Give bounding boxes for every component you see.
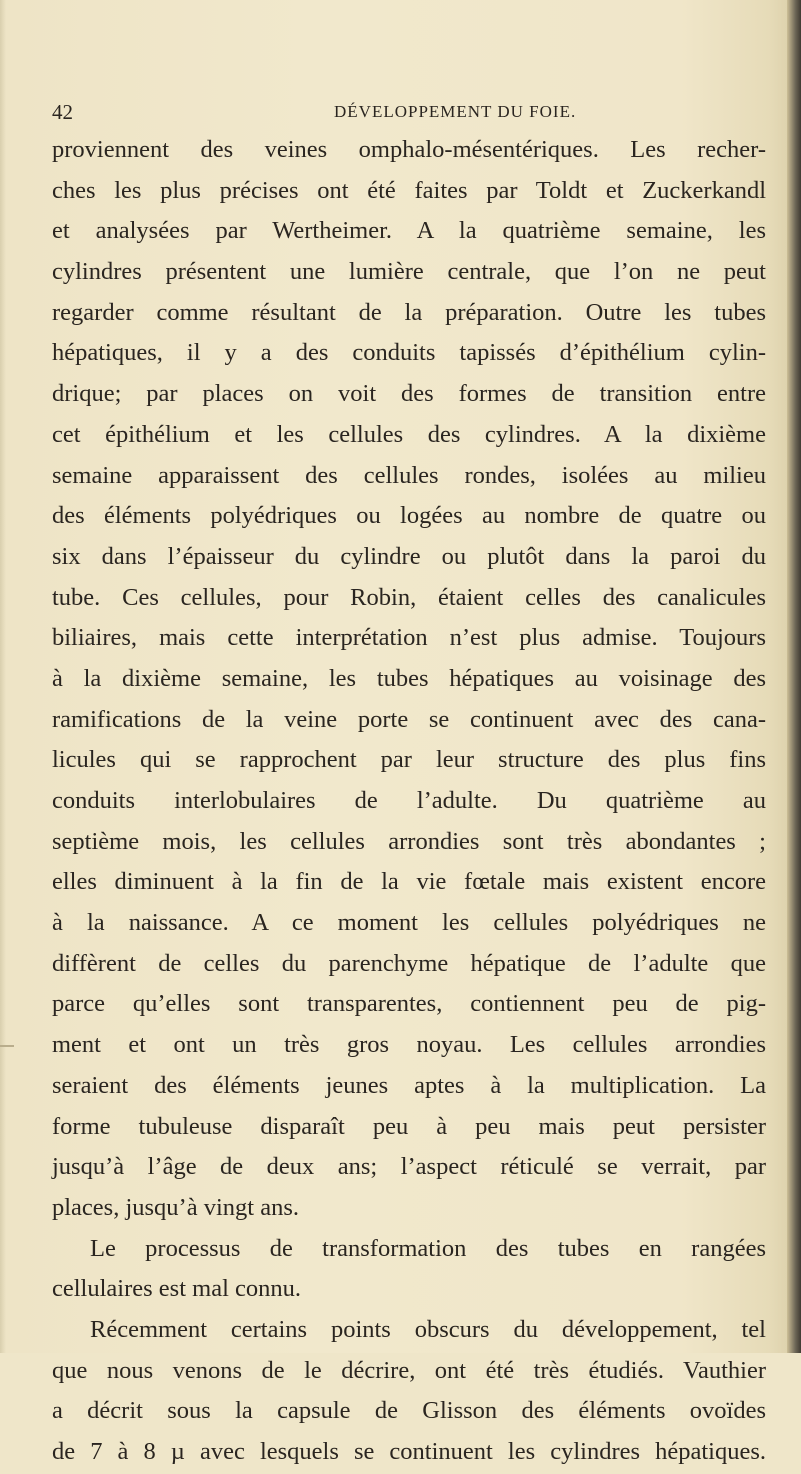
text-line: et analysées par Wertheimer. A la quatrième semaine, les: [52, 217, 766, 245]
text-line: tube. Ces cellules, pour Robin, étaient celles des canalicules: [52, 583, 766, 611]
text-line: proviennent des veines omphalo-mésentériques. Les recher-: [52, 136, 766, 163]
page-left-edge: [0, 0, 6, 1353]
text-line: forme tubuleuse disparaît peu à peu mais peut persister: [52, 1112, 766, 1140]
running-head: DÉVELOPPEMENT DU FOIE.: [334, 102, 577, 121]
text-line: semaine apparaissent des cellules rondes, isolées au milieu: [52, 461, 766, 489]
text-line: a décrit sous la capsule de Glisson des éléments ovoïdes: [52, 1397, 766, 1425]
text-line: Récemment certains points obscurs du développement, tel: [90, 1315, 766, 1343]
text-line: ment et ont un très gros noyau. Les cellules arrondies: [52, 1031, 766, 1059]
text-line: à la naissance. A ce moment les cellules polyédriques ne: [52, 909, 766, 937]
text-line: Le processus de transformation des tubes en rangées: [90, 1234, 766, 1262]
text-line: drique; par places on voit des formes de transition entre: [52, 380, 766, 408]
text-line: regarder comme résultant de la préparation. Outre les tubes: [52, 298, 766, 326]
text-line: six dans l’épaisseur du cylindre ou plutôt dans la paroi du: [52, 542, 766, 570]
text-line: parce qu’elles sont transparentes, contiennent peu de pig-: [52, 990, 766, 1018]
text-line: cellulaires est mal connu.: [52, 1275, 301, 1303]
text-line: que nous venons de le décrire, ont été très étudiés. Vauthier: [52, 1356, 766, 1384]
text-line: ches les plus précises ont été faites par Toldt et Zuckerkandl: [52, 176, 766, 204]
text-line: elles diminuent à la fin de la vie fœtale mais existent encore: [52, 868, 766, 896]
text-line: seraient des éléments jeunes aptes à la multiplication. La: [52, 1071, 766, 1099]
text-line: cylindres présentent une lumière centrale, que l’on ne peut: [52, 258, 766, 286]
page-binding-edge: [787, 0, 801, 1353]
text-line: jusqu’à l’âge de deux ans; l’aspect réticulé se verrait, par: [52, 1153, 766, 1181]
text-line: ramifications de la veine porte se continuent avec des cana-: [52, 705, 766, 733]
text-line: septième mois, les cellules arrondies sont très abondantes ;: [52, 827, 766, 855]
text-line: biliaires, mais cette interprétation n’est plus admise. Toujours: [52, 624, 766, 652]
text-line: conduits interlobulaires de l’adulte. Du quatrième au: [52, 787, 766, 814]
text-line: de 7 à 8 µ avec lesquels se continuent les cylindres hépatiques.: [52, 1438, 766, 1465]
page-header: [52, 100, 752, 130]
text-line: places, jusqu’à vingt ans.: [52, 1193, 299, 1221]
page-number: 42: [52, 100, 73, 124]
text-line: à la dixième semaine, les tubes hépatiques au voisinage des: [52, 664, 766, 692]
text-line: diffèrent de celles du parenchyme hépatique de l’adulte que: [52, 949, 766, 977]
body-text: [52, 131, 766, 1474]
margin-mark: [0, 1045, 14, 1047]
text-line: licules qui se rapprochent par leur structure des plus fins: [52, 746, 766, 774]
text-line: hépatiques, il y a des conduits tapissés d’épithélium cylin-: [52, 339, 766, 367]
text-line: des éléments polyédriques ou logées au nombre de quatre ou: [52, 502, 766, 530]
text-line: cet épithélium et les cellules des cylindres. A la dixième: [52, 420, 766, 448]
